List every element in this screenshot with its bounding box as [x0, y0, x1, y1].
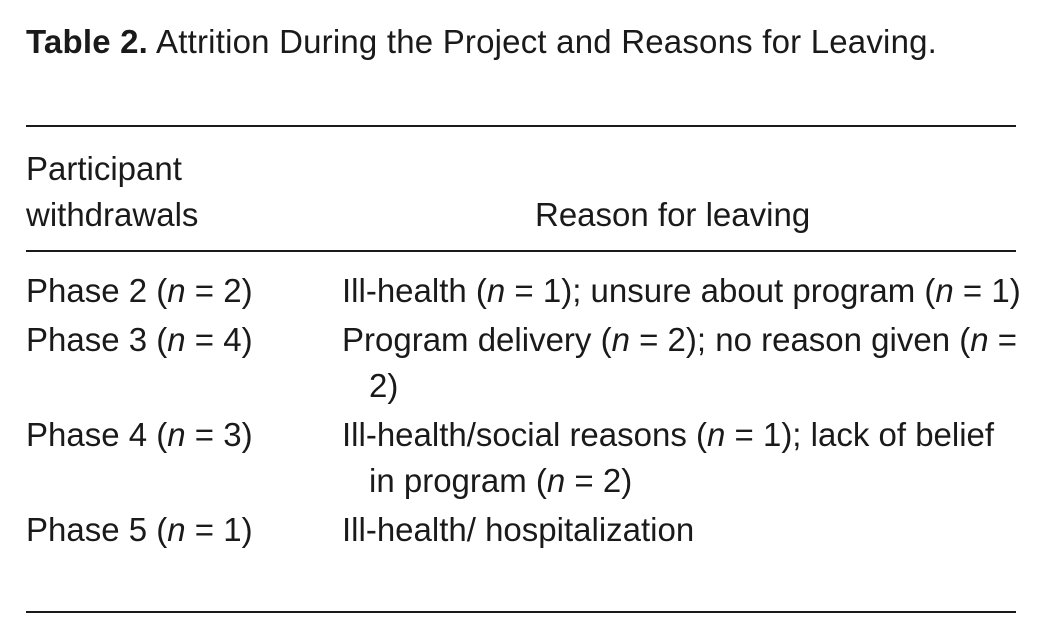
column-header-reason: Reason for leaving: [535, 196, 811, 233]
table-row: [26, 317, 1021, 409]
table-row: [26, 412, 1021, 504]
phase-cell: Phase 2 (n = 2): [26, 272, 253, 309]
reason-cell: Ill-health (n = 1); unsure about program (n = 1): [342, 272, 1021, 309]
phase-cell: Phase 3 (n = 4): [26, 321, 253, 358]
table-label: Table 2.: [26, 23, 149, 60]
table-body: [26, 268, 1021, 556]
phase-cell: Phase 4 (n = 3): [26, 416, 253, 453]
reason-cell: Program delivery (n = 2); no reason given (n = 2): [342, 321, 1018, 404]
table-header-rule: [26, 250, 1016, 252]
column-header-participant-withdrawals: Participant withdrawals: [26, 150, 199, 233]
table-row: [26, 268, 1021, 314]
reason-cell: Ill-health/ hospitalization: [342, 511, 695, 548]
table-bottom-rule: [26, 611, 1016, 613]
table-row: [26, 507, 1021, 553]
reason-cell: Ill-health/social reasons (n = 1); lack of belief in program (n = 2): [342, 416, 995, 499]
table-top-rule: [26, 125, 1016, 127]
table-title: Attrition During the Project and Reasons for Leaving.: [156, 23, 938, 60]
table-caption: [26, 20, 1016, 64]
phase-cell: Phase 5 (n = 1): [26, 511, 253, 548]
